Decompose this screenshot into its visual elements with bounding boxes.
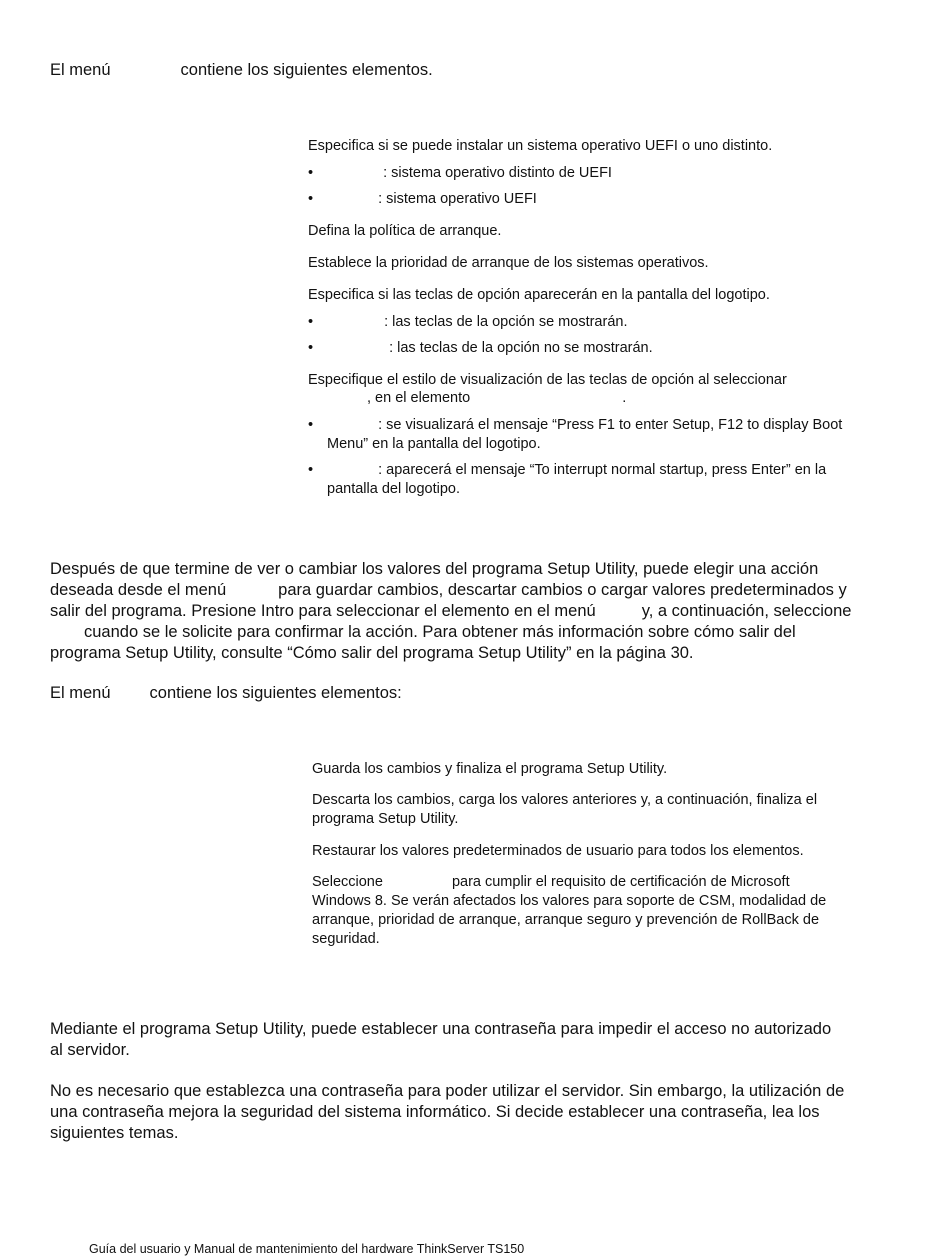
password-p2-line-2: una contraseña mejora la seguridad del sistema informático. Si decide establecer una contraseña, lea los [50,1103,820,1121]
footer-title: Guía del usuario y Manual de mantenimiento del hardware ThinkServer TS150 [89,1242,525,1256]
os-bullet-2 [308,190,537,209]
display-bullet-2 [308,461,826,499]
bullet-dot: • [308,165,314,181]
bullet-dot: • [308,314,314,330]
display-style-description-line2 [308,389,626,408]
os-optimized-line-1 [312,873,826,892]
exit-line-3a: salir del programa. Presione Intro para seleccionar el elemento en el menú [50,602,596,620]
exit-line-1: Después de que termine de ver o cambiar los valores del programa Setup Utility, puede elegir una acción [50,560,819,578]
exit-line-5: programa Setup Utility, consulte “Cómo salir del programa Setup Utility” en la página 30. [50,644,694,662]
exit-line-2b: para guardar cambios, descartar cambios o cargar valores predeterminados y [278,581,847,599]
restore-description: Restaurar los valores predeterminados de usuario para todos los elementos. [312,843,804,859]
os-optimized-line-2: Windows 8. Se verán afectados los valores para soporte de CSM, modalidad de [312,893,827,909]
boot-priority-description: Establece la prioridad de arranque de los sistemas operativos. [308,255,709,271]
display-bullet-2-line1: : aparecerá el mensaje “To interrupt normal startup, press Enter” en la [378,462,827,478]
bullet-dot: • [308,340,314,356]
os-optimized-description [312,873,826,949]
os-optimized-line-4: seguridad. [312,931,380,947]
discard-line-2: programa Setup Utility. [312,811,459,827]
display-style-line2b: . [622,390,627,406]
discard-description [312,791,817,829]
password-p1-line-1: Mediante el programa Setup Utility, puede establecer una contraseña para impedir el acceso no autorizado [50,1020,832,1038]
os-bullet-2-text: : sistema operativo UEFI [378,191,537,207]
display-bullet-1-line2: Menu” en la pantalla del logotipo. [327,436,541,452]
exit-line-4 [50,622,920,643]
exit-line-3b: y, a continuación, seleccione [641,602,852,620]
exit-paragraph [50,559,920,664]
password-p1-line-2: al servidor. [50,1041,130,1059]
os-optimized-line-3: arranque, prioridad de arranque, arranque seguro y prevención de RollBack de [312,912,820,928]
boot-policy-description: Defina la política de arranque. [308,223,502,239]
os-bullet-1 [308,164,612,183]
exit-line-4-text: cuando se le solicite para confirmar la acción. Para obtener más información sobre cómo salir del [84,623,796,641]
password-paragraph-2 [50,1081,920,1144]
display-style-line2a: , en el elemento [367,390,471,406]
option-keys-bullet-1 [308,313,627,332]
section2-intro-prefix: El menú [50,684,111,702]
section1-intro-suffix: contiene los siguientes elementos. [180,61,433,79]
option-keys-bullet-1-text: : las teclas de la opción se mostrarán. [384,314,628,330]
password-p2-line-3: siguientes temas. [50,1124,179,1142]
password-p2-line-1: No es necesario que establezca una contraseña para poder utilizar el servidor. Sin embargo, la utilización de [50,1082,845,1100]
os-select-description: Especifica si se puede instalar un sistema operativo UEFI o uno distinto. [308,138,773,154]
password-paragraph-1 [50,1019,920,1061]
exit-line-3 [50,601,920,622]
exit-line-2 [50,580,920,601]
os-optimized-line-1a: Seleccione [312,874,383,890]
display-bullet-1 [308,416,842,454]
save-exit-description: Guarda los cambios y finaliza el programa Setup Utility. [312,761,668,777]
option-keys-bullet-2-text: : las teclas de la opción no se mostrarán. [389,340,653,356]
discard-line-1: Descarta los cambios, carga los valores anteriores y, a continuación, finaliza el [312,792,818,808]
os-bullet-1-text: : sistema operativo distinto de UEFI [383,165,612,181]
option-keys-bullet-2 [308,339,653,358]
section1-intro-prefix: El menú [50,61,111,79]
option-keys-description: Especifica si las teclas de opción aparecerán en la pantalla del logotipo. [308,287,770,303]
section2-intro [50,683,402,704]
display-style-description-line1: Especifique el estilo de visualización de las teclas de opción al seleccionar [308,372,787,388]
section2-intro-suffix: contiene los siguientes elementos: [149,684,402,702]
exit-line-2a: deseada desde el menú [50,581,227,599]
display-bullet-1-line1: : se visualizará el mensaje “Press F1 to enter Setup, F12 to display Boot [378,417,843,433]
bullet-dot: • [308,462,314,478]
display-bullet-2-line2: pantalla del logotipo. [327,481,461,497]
os-optimized-line-1b: para cumplir el requisito de certificación de Microsoft [451,874,790,890]
bullet-dot: • [308,417,314,433]
bullet-dot: • [308,191,314,207]
section1-intro [50,60,433,81]
